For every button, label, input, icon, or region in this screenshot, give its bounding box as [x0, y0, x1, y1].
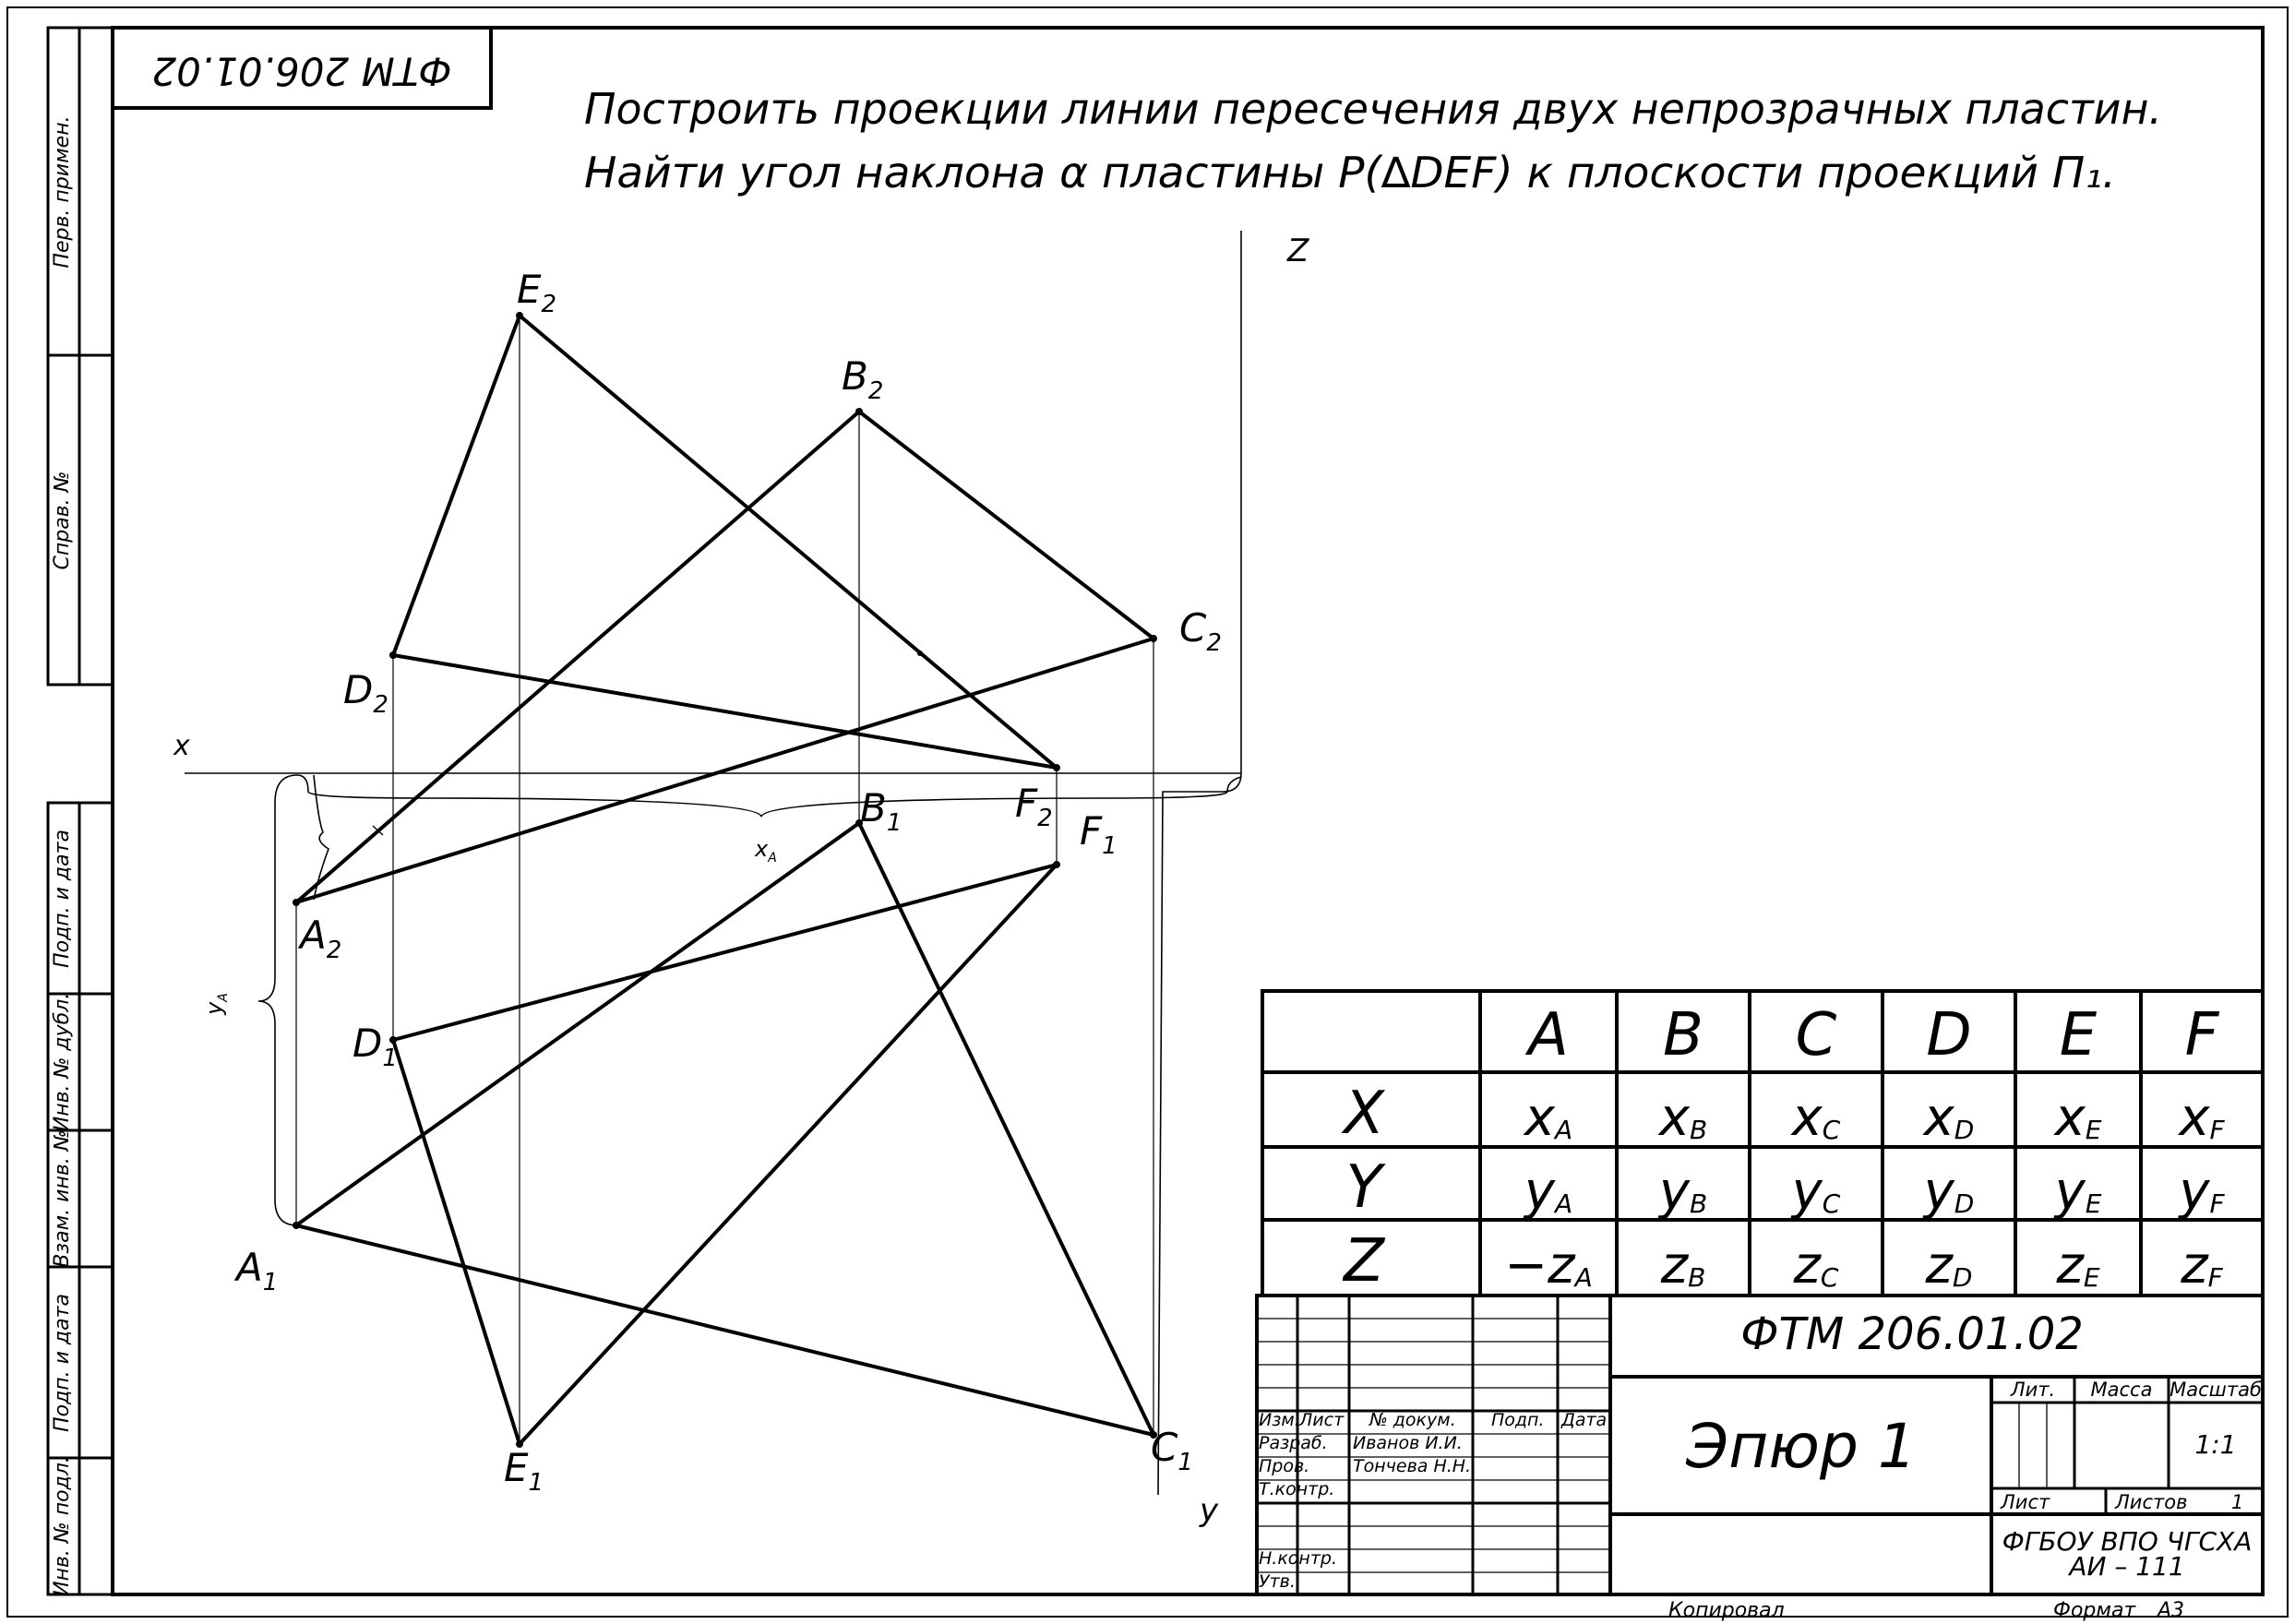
col-header-D: D: [1926, 1001, 1972, 1069]
top-stamp-text: ФТМ 206.01.02: [151, 48, 452, 94]
axis-label-x: x: [173, 730, 190, 762]
footer-format-value: А3: [2158, 1599, 2185, 1622]
cell-z-F: zF: [2181, 1236, 2223, 1296]
cell-z-E: zE: [2056, 1236, 2100, 1296]
col-header-B: B: [1663, 1001, 1703, 1069]
cell-x-D: xD: [1923, 1088, 1975, 1148]
task-line-1: Построить проекции линии пересечения двух непрозрачных пластин.: [584, 84, 2162, 134]
side-label-inv-podl: Инв. № подл.: [51, 1456, 74, 1596]
y-axis: [1158, 773, 1241, 1495]
cell-y-B: yB: [1658, 1162, 1708, 1222]
cell-y-D: yD: [1923, 1162, 1975, 1222]
label-F1: $F_1$: [1080, 808, 1118, 860]
cell-z-A: −zA: [1504, 1236, 1593, 1296]
cell-x-C: xC: [1791, 1088, 1841, 1148]
projection-lines: [296, 316, 1153, 1444]
label-C2: $C_2$: [1179, 605, 1222, 657]
label-C1: $C_1$: [1151, 1425, 1193, 1476]
tb-role-nkontr: Н.контр.: [1259, 1548, 1338, 1569]
footer-kopiroval: Копировал: [1668, 1599, 1785, 1622]
label-F2: $F_2$: [1015, 781, 1053, 832]
tb-hdr-docnum: № докум.: [1369, 1410, 1456, 1430]
tb-lit: Лит.: [2010, 1379, 2056, 1401]
dim-label-yA: $y_A$: [201, 993, 231, 1015]
tb-massa: Масса: [2090, 1379, 2153, 1401]
axis-label-z: Z: [1287, 233, 1309, 269]
cell-x-B: xB: [1658, 1088, 1708, 1148]
cell-y-F: yF: [2179, 1162, 2225, 1222]
horizontal-projections: [296, 823, 1153, 1444]
tb-hdr-podp: Подп.: [1491, 1410, 1545, 1430]
triangle-ABC-1: [296, 823, 1153, 1435]
tb-role-prov: Пров.: [1259, 1456, 1310, 1476]
tb-sheets-count: 1: [2231, 1491, 2244, 1513]
tb-scale: 1:1: [2194, 1429, 2237, 1460]
brace-yA: [258, 775, 297, 1225]
label-A1: $A_1$: [236, 1245, 279, 1296]
row-header-Z: Z: [1344, 1227, 1384, 1296]
col-header-E: E: [2059, 1001, 2098, 1069]
row-header-X: X: [1344, 1080, 1384, 1148]
side-label-sprav-no: Справ. №: [51, 471, 74, 570]
tb-name-razrab: Иванов И.И.: [1353, 1433, 1463, 1453]
vertex-points: [293, 312, 1157, 1448]
row-header-Y: Y: [1345, 1153, 1382, 1222]
coord-table: [1262, 991, 2263, 1296]
dim-label-xA: $x_A$: [755, 836, 777, 866]
label-D2: $D_2$: [343, 667, 388, 719]
tb-hdr-data: Дата: [1561, 1410, 1608, 1430]
label-B1: $B_1$: [860, 785, 902, 837]
label-D1: $D_1$: [353, 1021, 398, 1072]
cell-z-D: zD: [1925, 1236, 1973, 1296]
footer-format: Формат: [2053, 1599, 2136, 1622]
tb-role-tkontr: Т.контр.: [1259, 1479, 1335, 1499]
tb-role-razrab: Разраб.: [1259, 1433, 1328, 1453]
col-header-F: F: [2184, 1001, 2219, 1069]
cell-z-C: zC: [1793, 1236, 1839, 1296]
tb-masshtab: Масштаб: [2169, 1379, 2262, 1401]
tb-sheet: Лист: [2001, 1491, 2050, 1513]
task-line-2: Найти угол наклона α пластины P(∆DEF) к плоскости проекций П₁.: [584, 148, 2116, 197]
cell-y-E: yE: [2054, 1162, 2102, 1222]
cell-x-A: xA: [1524, 1088, 1573, 1148]
tb-title: Эпюр 1: [1686, 1411, 1917, 1482]
tb-org-2: АИ – 111: [2069, 1551, 2185, 1582]
tb-name-prov: Тончева Н.Н.: [1353, 1456, 1472, 1476]
tb-role-utv: Утв.: [1259, 1571, 1296, 1592]
side-label-inv-dubl: Инв. № дубл.: [51, 992, 74, 1132]
label-E2: $E_2$: [517, 267, 557, 318]
cell-z-B: zB: [1660, 1236, 1706, 1296]
triangle-DEF-1: [393, 865, 1057, 1444]
label-A2: $A_2$: [300, 913, 342, 964]
tb-designation: ФТМ 206.01.02: [1740, 1308, 2084, 1360]
axis-label-y: y: [1200, 1492, 1219, 1529]
tb-hdr-list: Лист: [1299, 1410, 1345, 1430]
tb-sheets: Листов: [2115, 1491, 2188, 1513]
label-E1: $E_1$: [504, 1445, 544, 1497]
label-B2: $B_2$: [842, 353, 884, 405]
tb-hdr-izm: Изм.: [1259, 1410, 1300, 1430]
cell-x-F: xF: [2179, 1088, 2225, 1148]
cell-y-C: yC: [1791, 1162, 1841, 1222]
cell-x-E: xE: [2054, 1088, 2102, 1148]
tb-org-1: ФГБОУ ВПО ЧГСХА: [2002, 1526, 2253, 1557]
side-label-podp-data-1: Подп. и дата: [51, 830, 74, 968]
side-label-vzam-inv: Взам. инв. №: [51, 1129, 74, 1268]
side-label-podp-data-2: Подп. и дата: [51, 1294, 74, 1432]
side-label-perv-primen: Перв. примен.: [51, 115, 74, 269]
col-header-A: A: [1528, 1001, 1569, 1069]
cell-y-A: yA: [1524, 1162, 1573, 1222]
col-header-C: C: [1795, 1001, 1837, 1069]
triangle-ABC-2: [296, 412, 1153, 902]
